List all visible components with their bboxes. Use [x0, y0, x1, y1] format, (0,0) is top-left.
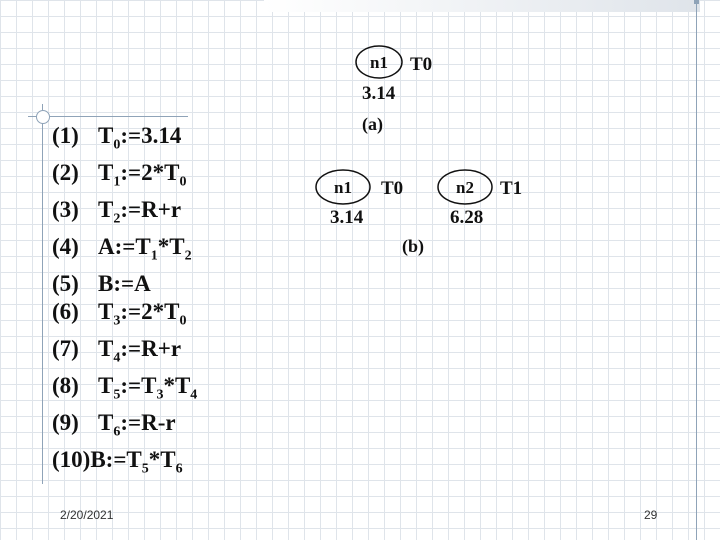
code-line: (9) $T_6:=R-r$ [52, 410, 176, 440]
node-label-b2: T1 [500, 178, 523, 199]
code-line: (7) $T_4:=R+r$ [52, 335, 182, 366]
diagram-caption-a: (a) [362, 114, 383, 134]
diagram-caption-b: (b) [402, 236, 424, 256]
code-line: (8) $T_5:=T_3*T_4$ [52, 373, 198, 403]
node-id-a: n1 [370, 53, 388, 72]
code-line: (6) $T_3:=2*T_0$ [52, 298, 187, 329]
node-value-b1: 3.14 [330, 207, 364, 228]
code-line: (3) $T_2:=R+r$ [52, 197, 182, 227]
code-line: $(10)B:=T_5*T_6$ [52, 447, 183, 477]
slide-page-number: 29 [644, 508, 658, 522]
node-label-a: T0 [410, 54, 433, 75]
code-line: (1) $T_0:=3.14$ [52, 123, 182, 153]
node-id-b1: n1 [334, 178, 352, 197]
node-value-b2: 6.28 [450, 207, 484, 228]
code-line: (2) $T_1:=2*T_0$ [52, 160, 187, 190]
node-id-b2: n2 [456, 178, 474, 197]
node-label-b1: T0 [381, 178, 404, 199]
code-line: (5) B:=A [52, 271, 151, 297]
code-line: (4) $A:=T_1*T_2$ [52, 234, 192, 264]
node-value-a: 3.14 [362, 83, 396, 104]
slide-date: 2/20/2021 [60, 508, 114, 522]
